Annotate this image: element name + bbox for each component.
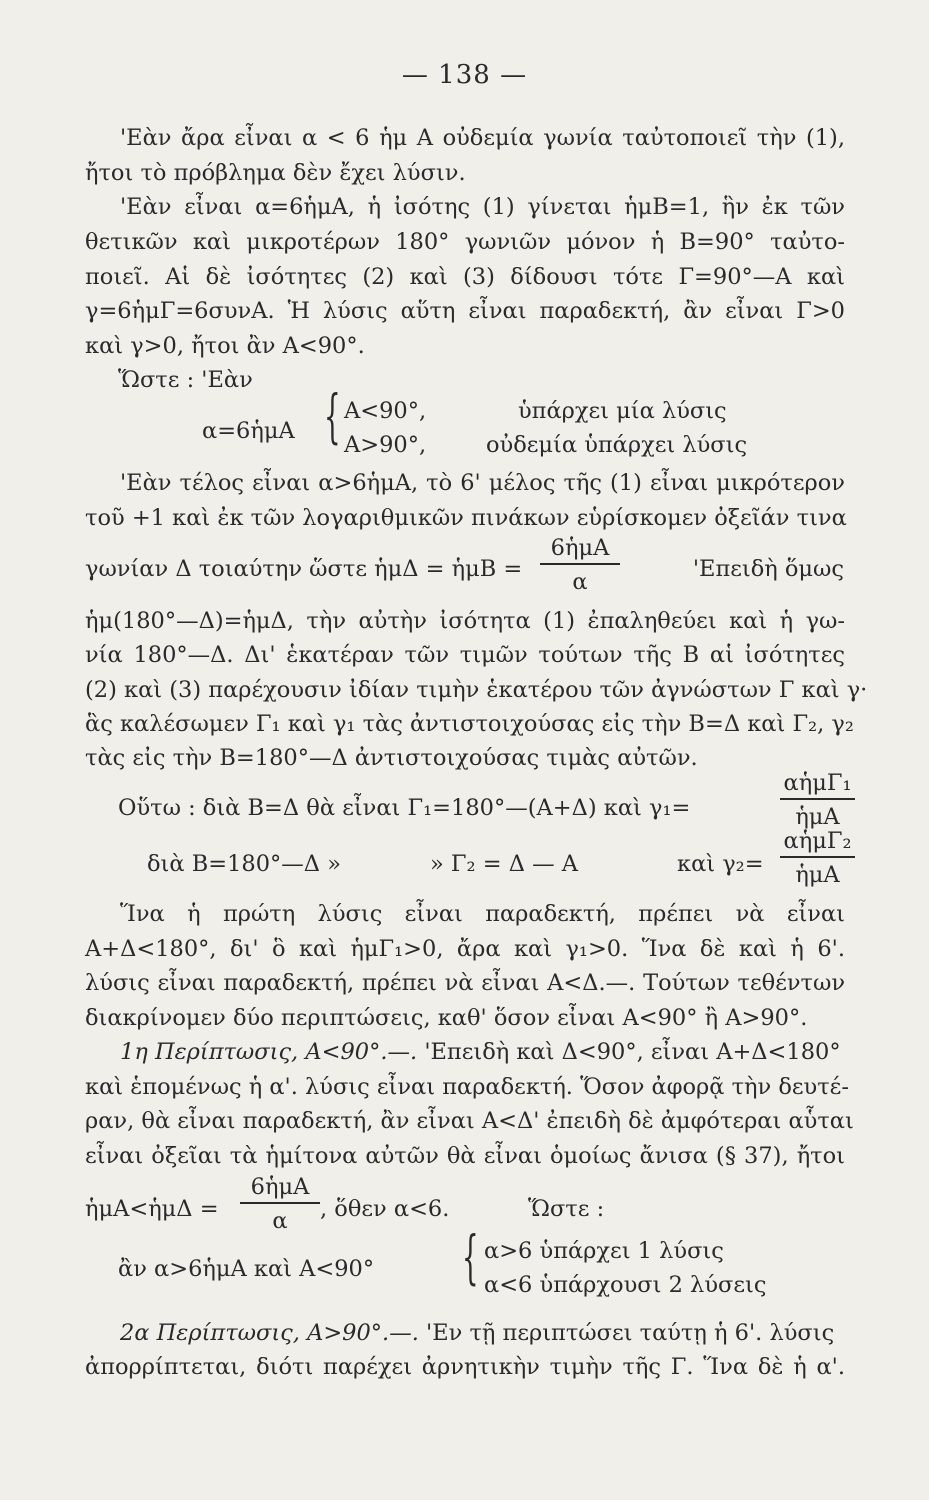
- text-line: διακρίνομεν δύο περιπτώσεις, καθ' ὅσον εἶναι Α<90° ἢ Α>90°.: [85, 1005, 808, 1031]
- text-line: καὶ ἑπομένως ἡ α'. λύσις εἶναι παραδεκτή. Ὅσον ἀφορᾷ τὴν δευτέ-: [85, 1074, 849, 1100]
- text-line: Ἵνα ἡ πρώτη λύσις εἶναι παραδεκτή, πρέπει νὰ εἶναι: [120, 901, 845, 927]
- text-line: γωνίαν Δ τοιαύτην ὥστε ἡμΔ = ἡμΒ =: [85, 556, 523, 582]
- text-line: [120, 1041, 845, 1064]
- formula-case-text: οὐδεμία ὑπάρχει λύσις: [486, 432, 748, 458]
- text-line: 'Επειδὴ ὅμως: [692, 556, 844, 582]
- fraction-numerator: αἡμΓ₁: [783, 770, 852, 796]
- fraction-denominator: α: [572, 569, 588, 595]
- formula-case: α<6 ὑπάρχουσι 2 λύσεις: [484, 1272, 767, 1298]
- fraction-denominator: α: [272, 1208, 288, 1234]
- fraction-bar: [240, 1202, 320, 1204]
- formula-lhs: α=6ἡμΑ: [202, 418, 295, 444]
- text-line: ἃς καλέσωμεν Γ₁ καὶ γ₁ τὰς ἀντιστοιχούσας εἰς τὴν Β=Δ καὶ Γ₂, γ₂: [85, 711, 854, 737]
- formula-case: Α<90°,: [344, 398, 427, 424]
- text-line: τοῦ +1 καὶ ἐκ τῶν λογαριθμικῶν πινάκων εὑρίσκομεν ὀξεῖάν τινα: [85, 505, 847, 531]
- formula-case-text: ὑπάρχει μία λύσις: [518, 398, 727, 424]
- brace-symbol: {: [462, 1223, 479, 1291]
- text-line: 'Εὰν τέλος εἶναι α>6ἡμΑ, τὸ 6' μέλος τῆς (1) εἶναι μικρότερον: [120, 470, 845, 496]
- text-line: (2) καὶ (3) παρέχουσιν ἰδίαν τιμὴν ἑκατέρου τῶν ἀγνώστων Γ καὶ γ·: [85, 677, 868, 703]
- text-line: καὶ γ>0, ἤτοι ἂν Α<90°.: [85, 333, 365, 359]
- text-line: ἡμΑ<ἡμΔ =: [85, 1196, 219, 1222]
- text-line: ραν, θὰ εἶναι παραδεκτή, ἂν εἶναι Α<Δ' ἐπειδὴ δὲ ἀμφότεραι αὗται: [85, 1108, 854, 1134]
- page-number: — 138 —: [401, 60, 528, 90]
- section-heading: 1η Περίπτωσις, Α<90°.—.: [120, 1039, 418, 1065]
- text-line: 'Εὰν ἄρα εἶναι α < 6 ἡμ Α οὐδεμία γωνία ταὐτοποιεῖ τὴν (1),: [120, 125, 845, 151]
- fraction-numerator: 6ἡμΑ: [250, 1174, 310, 1200]
- fraction-numerator: αἡμΓ₂: [783, 828, 852, 854]
- text-line: Οὕτω : διὰ Β=Δ θὰ εἶναι Γ₁=180°—(Α+Δ) καὶ γ₁=: [118, 795, 691, 821]
- section-heading: 2α Περίπτωσις, Α>90°.—.: [120, 1320, 419, 1346]
- formula-case: α>6 ὑπάρχει 1 λύσις: [484, 1238, 724, 1264]
- fraction-bar: [540, 563, 620, 565]
- text-line: καὶ γ₂=: [677, 851, 764, 877]
- text-line: εἶναι ὀξεῖαι τὰ ἡμίτονα αὐτῶν θὰ εἶναι ὁμοίως ἄνισα (§ 37), ἤτοι: [85, 1143, 845, 1169]
- brace-symbol: {: [324, 382, 341, 450]
- text-line: νία 180°—Δ. Δι' ἑκατέραν τῶν τιμῶν τούτων τῆς Β αἱ ἰσότητες: [85, 642, 845, 668]
- text-line: » Γ₂ = Δ — Α: [430, 851, 579, 877]
- fraction-denominator: ἡμΑ: [795, 862, 840, 888]
- text-line: ἡμ(180°—Δ)=ἡμΔ, τὴν αὐτὴν ἰσότητα (1) ἐπαληθεύει καὶ ἡ γω-: [85, 608, 845, 634]
- text-span: 'Επειδὴ καὶ Δ<90°, εἶναι Α+Δ<180°: [424, 1039, 841, 1065]
- text-line: ἀπορρίπτεται, διότι παρέχει ἀρνητικὴν τιμὴν τῆς Γ. Ἵνα δὲ ἡ α'.: [85, 1354, 845, 1380]
- text-line: [120, 1322, 845, 1345]
- text-line: Ὥστε : 'Εὰν: [118, 367, 253, 393]
- text-line: 'Εὰν εἶναι α=6ἡμΑ, ἡ ἰσότης (1) γίνεται ἡμΒ=1, ἣν ἐκ τῶν: [120, 194, 845, 220]
- fraction-bar: [780, 798, 855, 800]
- text-line: Α+Δ<180°, δι' ὃ καὶ ἡμΓ₁>0, ἄρα καὶ γ₁>0. Ἵνα δὲ καὶ ἡ 6'.: [85, 936, 845, 962]
- text-line: τὰς εἰς τὴν Β=180°—Δ ἀντιστοιχούσας τιμὰς αὐτῶν.: [85, 745, 698, 771]
- text-line: γ=6ἡμΓ=6συνΑ. Ἡ λύσις αὕτη εἶναι παραδεκτή, ἂν εἶναι Γ>0: [85, 298, 845, 324]
- text-line: Ὥστε :: [528, 1196, 605, 1222]
- text-line: ἤτοι τὸ πρόβλημα δὲν ἔχει λύσιν.: [85, 160, 466, 186]
- text-line: λύσις εἶναι παραδεκτή, πρέπει νὰ εἶναι Α<Δ.—. Τούτων τεθέντων: [85, 970, 845, 996]
- fraction-bar: [780, 856, 855, 858]
- text-line: , ὅθεν α<6.: [320, 1196, 450, 1222]
- text-line: ποιεῖ. Αἱ δὲ ἰσότητες (2) καὶ (3) δίδουσι τότε Γ=90°—Α καὶ: [85, 264, 845, 290]
- text-line: διὰ Β=180°—Δ »: [147, 851, 341, 877]
- text-line: θετικῶν καὶ μικροτέρων 180° γωνιῶν μόνον ἡ Β=90° ταὐτο-: [85, 229, 845, 255]
- fraction-denominator: ἡμΑ: [795, 804, 840, 830]
- fraction-numerator: 6ἡμΑ: [550, 535, 610, 561]
- text-span: 'Εν τῇ περιπτώσει ταύτῃ ἡ 6'. λύσις: [426, 1320, 835, 1346]
- formula-lhs: ἂν α>6ἡμΑ καὶ Α<90°: [118, 1256, 375, 1282]
- formula-case: Α>90°,: [344, 432, 427, 458]
